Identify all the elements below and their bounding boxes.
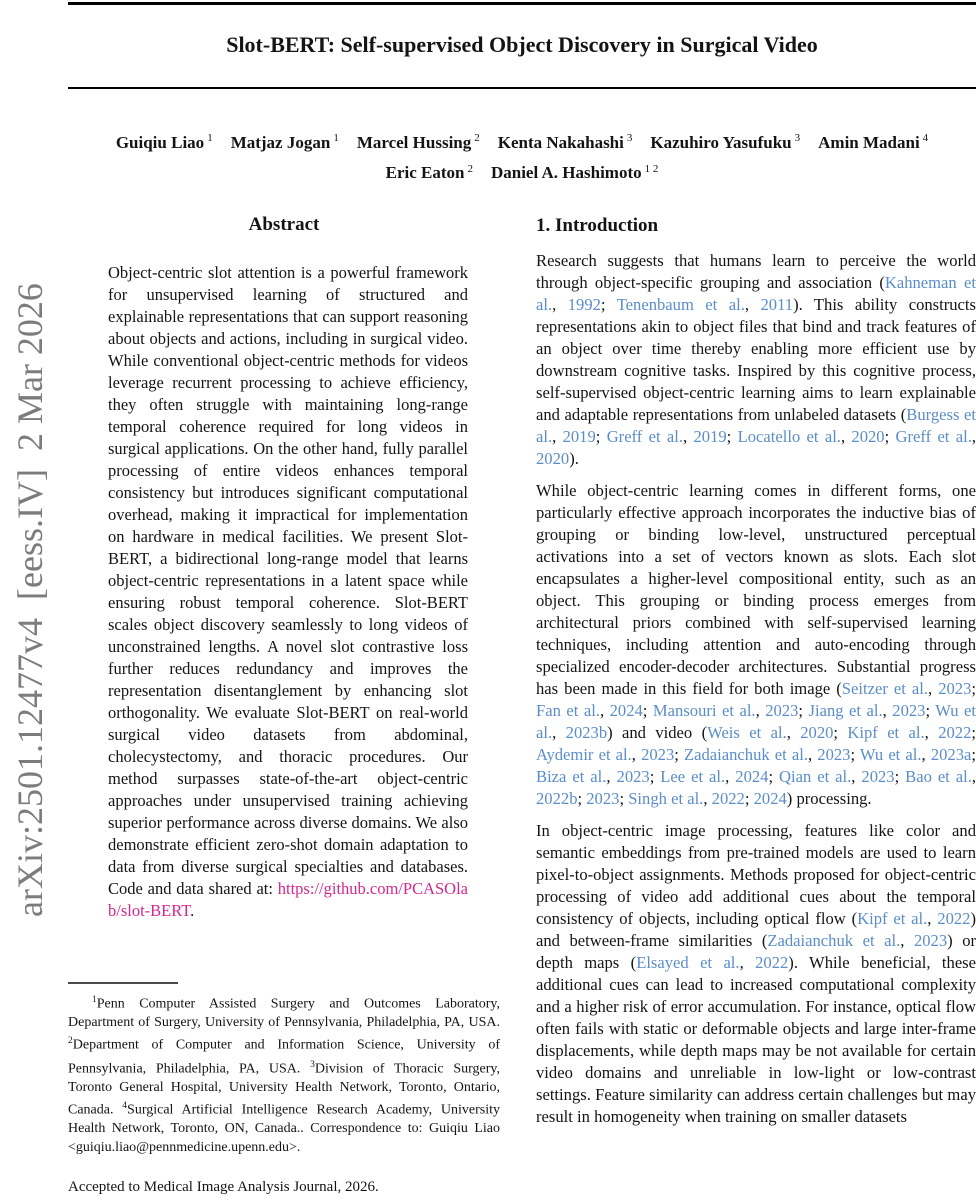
author-line-1 [68, 125, 976, 156]
text-run: ; [971, 679, 976, 699]
text-run: Surgical Artificial Intelligence Research Academy, University Health Network, Toronto, ON, Canada.. Correspondence to: Guiqiu Liao <guiqiu.liao@pennmedicine.upenn.edu>. [68, 1102, 500, 1155]
text-run: , [882, 701, 893, 721]
author-affiliation-sup: 1 [207, 132, 213, 144]
text-run: , [744, 295, 761, 315]
citation-link[interactable]: Fan et al. [536, 701, 600, 721]
citation-link[interactable]: Mansouri et al. [652, 701, 756, 721]
text-run: ; [649, 767, 661, 787]
text-run: ; [600, 295, 617, 315]
text-run: ) and between-frame similarities ( [536, 909, 976, 951]
footnote-marker: 4 [122, 1101, 128, 1112]
text-run: ; [971, 745, 976, 765]
author-name: Eric Eaton [385, 163, 465, 183]
author-block [68, 125, 976, 186]
text-run: , [928, 679, 939, 699]
author-name: Daniel A. Hashimoto [490, 163, 642, 183]
citation-link[interactable]: Kipf et al. [847, 723, 925, 743]
author [231, 133, 339, 152]
text-run: , [631, 745, 642, 765]
citation-link[interactable]: 2023b [565, 723, 608, 743]
text-run: , [971, 427, 976, 447]
text-run: ; [642, 701, 653, 721]
footnote-marker: 1 [92, 994, 97, 1005]
text-run: ) and video ( [607, 723, 708, 743]
left-column [68, 214, 500, 1200]
citation-link[interactable]: 2020 [536, 449, 570, 469]
author [650, 133, 800, 152]
text-run: , [739, 953, 756, 973]
author-affiliation-sup: 1 [333, 132, 339, 144]
text-run: ; [577, 789, 587, 809]
citation-link[interactable]: 2023 [913, 931, 948, 951]
citation-link[interactable]: 2019 [693, 427, 727, 447]
affiliation-footnotes [68, 991, 500, 1158]
author-name: Marcel Hussing [356, 132, 472, 152]
text-run: Division of Thoracic Surgery, Toronto General Hospital, University Health Network, Toronto, Ontario, Canada. [68, 1061, 501, 1118]
text-run: ). [569, 449, 579, 469]
text-run: , [683, 427, 694, 447]
text-run: ) or depth maps ( [536, 931, 976, 973]
author-name: Amin Madani [818, 132, 920, 152]
text-run: ; [884, 427, 896, 447]
citation-link[interactable]: Biza et al. [536, 767, 607, 787]
citation-link[interactable]: Locatello et al. [737, 427, 841, 447]
citation-link[interactable]: 2022 [711, 789, 745, 809]
text-run: ; [768, 767, 780, 787]
text-run: , [552, 295, 568, 315]
abstract-heading: Abstract [248, 214, 320, 236]
text-run: Department of Computer and Information Science, University of Pennsylvania, Philadelphia, PA, USA. [68, 1038, 500, 1077]
citation-link[interactable]: Burgess et al. [536, 405, 976, 447]
text-run: Penn Computer Assisted Surgery and Outcomes Laboratory, Department of Surgery, University of Pennsylvania, Philadelphia, PA, USA. [68, 996, 500, 1030]
citation-link[interactable]: Greff et al. [895, 427, 972, 447]
author [818, 133, 928, 152]
citation-link[interactable]: 2023 [641, 745, 675, 765]
citation-link[interactable]: Greff et al. [606, 427, 684, 447]
author-name: Kazuhiro Yasufuku [650, 132, 792, 152]
text-run: ; [925, 701, 936, 721]
citation-link[interactable]: Tenenbaum et al. [616, 295, 745, 315]
footnote-marker: 2 [68, 1036, 73, 1047]
right-column [536, 214, 976, 1200]
author-line-2 [68, 156, 976, 187]
text-run: , [921, 745, 931, 765]
text-run: ). While beneficial, these additional cues can lead to increased computational complexity and a higher risk of error accumulation. For instance, optical flow often fails with static or deformable objects and large inter-frame displacements, while depth maps may be not available for certain video domains and unreliable in low-light or low-contrast settings. Feature similarity can address certain challenges but may result in homogeneity when training on smaller datasets [536, 953, 976, 1127]
title-rule-bottom [68, 87, 976, 89]
author-affiliation-sup: 2 [474, 132, 480, 144]
author [498, 133, 633, 152]
citation-link[interactable]: 2022b [536, 789, 578, 809]
text-run: Object-centric slot attention is a powerful framework for unsupervised learning of structured and explainable representations that can support reasoning about objects and actions, including in surgical video. While conventional object-centric methods for videos leverage recurrent processing to achieve efficiency, they often struggle with maintaining long-range temporal coherence required for long videos in surgical applications. On the other hand, fully parallel processing of entire videos enhances temporal consistency but introduces significant computational overhead, making it impractical for implementation on hardware in medical facilities. We present Slot-BERT, a bidirectional long-range model that learns object-centric representations in a latent space while ensuring robust temporal coherence. Slot-BERT scales object discovery seamlessly to long videos of unconstrained lengths. A novel slot contrastive loss further reduces redundancy and improves the representation disentanglement by enhancing slot orthogonality. We evaluate Slot-BERT on real-world surgical video datasets from abdominal, cholecystectomy, and thoracic procedures. Our method surpasses state-of-the-art object-centric approaches under unsupervised training achieving superior performance across diverse domains. We also demonstrate efficient zero-shot domain adaptation to data from diverse surgical specialties and databases. Code and data shared at: [108, 263, 468, 899]
text-run: , [924, 723, 939, 743]
citation-link[interactable]: Seitzer et al. [841, 679, 929, 699]
citation-link[interactable]: 2022 [755, 953, 789, 973]
citation-link[interactable]: Aydemir et al. [536, 745, 632, 765]
author [357, 133, 480, 152]
text-run: , [755, 701, 766, 721]
abstract-text [68, 262, 500, 922]
author-name: Kenta Nakahashi [497, 132, 624, 152]
github-link[interactable]: https://github.com/PCASOlab/slot-BERT [108, 879, 468, 921]
author-affiliation-sup: 2 [467, 162, 473, 175]
citation-link[interactable]: 2019 [562, 427, 596, 447]
footnote-block [68, 982, 500, 1200]
introduction-paragraph [536, 250, 976, 470]
text-run: , [786, 723, 801, 743]
citation-link[interactable]: 2023 [861, 767, 895, 787]
text-run: While object-centric learning comes in different forms, one particularly effective approach incorporates the inductive bias of grouping or binding low-level, unstructured perceptual activations into a set of vectors known as slots. Each slot encapsulates a higher-level compositional entity, such as an object. This grouping or binding process emerges from architectural priors combined with self-supervised learning techniques, including attention and auto-encoding through specialized encoder-decoder architectures. Substantial progress has been made in this field for both image ( [536, 481, 976, 699]
citation-link[interactable]: Kipf et al. [857, 909, 928, 929]
citation-link[interactable]: 2024 [735, 767, 769, 787]
text-run: , [900, 931, 914, 951]
text-run: ; [971, 723, 976, 743]
citation-link[interactable]: 2011 [760, 295, 794, 315]
title-rule-top [68, 2, 976, 5]
text-run: ; [798, 701, 809, 721]
footnote-marker: 3 [310, 1059, 315, 1070]
author-name: Guiqiu Liao [115, 132, 205, 152]
text-run: In object-centric image processing, features like color and semantic embeddings from pre-trained models are used to learn pixel-to-object assignments. Methods proposed for object-centric processing of video add additional cues about the temporal consistency of objects, including optical flow ( [536, 821, 976, 929]
introduction-paragraph [536, 820, 976, 1128]
introduction-paragraph [536, 480, 976, 810]
accepted-note: Accepted to Medical Image Analysis Journal, 2026. [68, 1179, 379, 1196]
text-run: , [927, 909, 938, 929]
author [491, 163, 658, 182]
text-run: , [840, 427, 852, 447]
text-run: ; [833, 723, 848, 743]
citation-link[interactable]: 2023 [817, 745, 851, 765]
text-run: ; [619, 789, 629, 809]
citation-link[interactable]: 2022 [938, 723, 972, 743]
text-run: ; [726, 427, 738, 447]
citation-link[interactable]: Singh et al. [628, 789, 704, 809]
citation-link[interactable]: Kahneman et al. [536, 273, 976, 315]
text-run: , [703, 789, 712, 809]
section-heading-introduction: 1. Introduction [536, 215, 659, 237]
author-affiliation-sup: 1 2 [644, 162, 659, 175]
text-run: , [606, 767, 617, 787]
text-run: ; [894, 767, 906, 787]
text-run: , [808, 745, 818, 765]
citation-link[interactable]: Bao et al. [905, 767, 972, 787]
citation-link[interactable]: 1992 [567, 295, 601, 315]
citation-link[interactable]: 2023 [586, 789, 620, 809]
citation-link[interactable]: Wu et al. [859, 745, 922, 765]
citation-link[interactable]: 2024 [609, 701, 643, 721]
arxiv-watermark: arXiv:2501.12477v4 [eess.IV] 2 Mar 2026 [10, 283, 50, 917]
citation-link[interactable]: 2023 [765, 701, 799, 721]
text-run: ; [744, 789, 754, 809]
text-run: , [971, 767, 976, 787]
text-run: ). This ability constructs representations akin to object files that bind and track features of an object over time thereby enabling more efficient use by downstream cognitive tasks. Inspired by this cognitive process, self-supervised object-centric learning aims to learn explainable and adaptable representations from unlabeled datasets ( [536, 295, 976, 425]
citation-link[interactable]: 2023 [616, 767, 650, 787]
citation-link[interactable]: 2024 [753, 789, 787, 809]
author-affiliation-sup: 3 [626, 132, 633, 144]
text-run: , [851, 767, 862, 787]
text-run: Research suggests that humans learn to perceive the world through object-specific grouping and association ( [536, 251, 976, 293]
citation-link[interactable]: 2023a [930, 745, 972, 765]
citation-link[interactable]: 2023 [892, 701, 926, 721]
paper-content [68, 0, 976, 1200]
citation-link[interactable]: Elsayed et al. [636, 953, 740, 973]
author-affiliation-sup: 3 [794, 132, 801, 144]
citation-link[interactable]: Wu et al. [536, 701, 976, 743]
citation-link[interactable]: 2023 [938, 679, 972, 699]
citation-link[interactable]: 2022 [937, 909, 971, 929]
text-run: ; [850, 745, 860, 765]
citation-link[interactable]: 2020 [800, 723, 834, 743]
author [386, 163, 473, 182]
text-run: , [725, 767, 736, 787]
author-affiliation-sup: 4 [922, 132, 929, 144]
text-run: , [599, 701, 610, 721]
citation-link[interactable]: Weis et al. [707, 723, 787, 743]
paper-title: Slot-BERT: Self-supervised Object Discovery in Surgical Video [226, 32, 818, 57]
text-run: , [552, 427, 563, 447]
citation-link[interactable]: Lee et al. [660, 767, 726, 787]
text-run: ; [595, 427, 607, 447]
author-name: Matjaz Jogan [230, 132, 331, 152]
citation-link[interactable]: Qian et al. [779, 767, 852, 787]
citation-link[interactable]: 2020 [851, 427, 885, 447]
text-run: , [552, 723, 566, 743]
citation-link[interactable]: Zadaianchuk et al. [683, 745, 809, 765]
citation-link[interactable]: Jiang et al. [808, 701, 883, 721]
two-column-body [68, 214, 976, 1200]
text-run: ) processing. [786, 789, 872, 809]
citation-link[interactable]: Zadaianchuk et al. [767, 931, 901, 951]
footnote-rule [68, 982, 178, 984]
author [116, 133, 213, 152]
text-run: . [190, 901, 195, 921]
text-run: ; [674, 745, 684, 765]
